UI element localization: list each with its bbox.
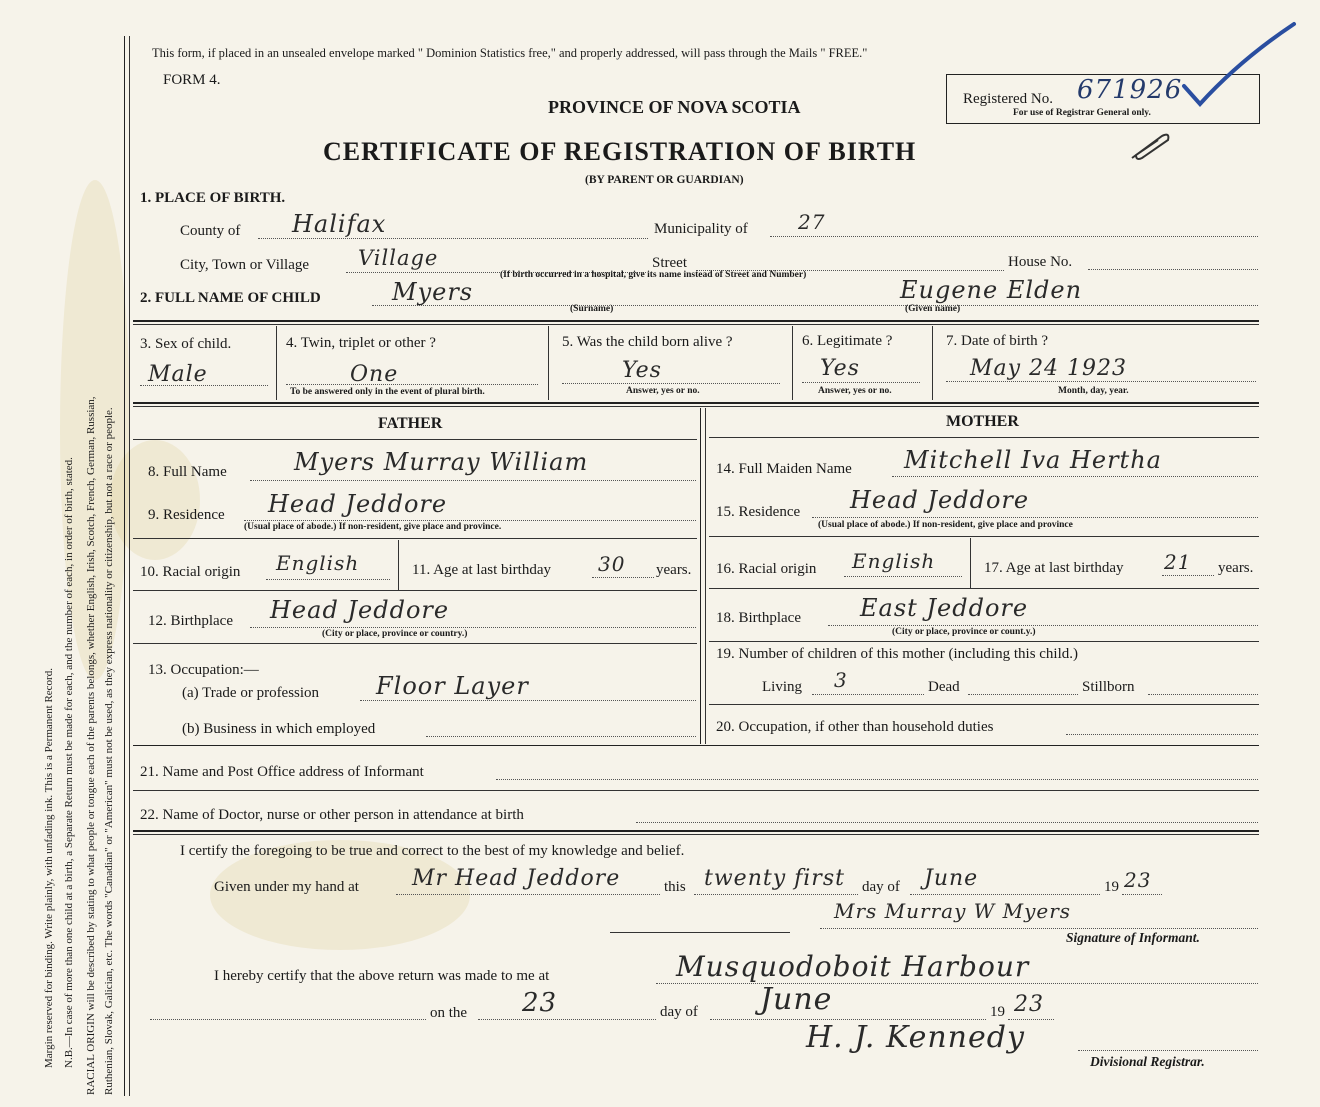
house-label: House No. (1008, 254, 1073, 270)
registered-number: 671926 (1077, 75, 1183, 105)
child-given-name: Eugene Elden (900, 276, 1083, 304)
rule (133, 834, 1259, 835)
street-label: Street (652, 255, 687, 271)
mother-age-line (1162, 575, 1214, 576)
dob-label: 7. Date of birth ? (946, 333, 1049, 349)
signature-line (610, 932, 790, 933)
rule (932, 326, 933, 400)
reg-year-prefix: 19 (990, 1004, 1005, 1020)
margin-note-racial-origin-cont: Ruthenian, Slovak, Galician, etc. The words "Canadian" or "American" must not be used, as they express nationality or citizenship, but not a race or people. (103, 407, 115, 1095)
father-trade-line (360, 700, 696, 701)
father-age-value: 30 (598, 552, 626, 576)
father-racial-line (266, 579, 390, 580)
this-label: this (664, 879, 686, 895)
page-title: CERTIFICATE OF REGISTRATION OF BIRTH (323, 137, 917, 166)
rule (792, 326, 793, 400)
alive-line (562, 383, 780, 384)
postal-note: This form, if placed in an unsealed envelope marked " Dominion Statistics free," and properly addressed, will pass through the Mails " FREE." (152, 46, 868, 60)
surname-caption: (Surname) (570, 304, 614, 314)
rule (133, 324, 1259, 325)
father-years: years. (656, 562, 692, 578)
form-number: FORM 4. (163, 72, 221, 88)
mother-age-label: 17. Age at last birthday (984, 560, 1124, 576)
legitimate-note: Answer, yes or no. (818, 386, 892, 396)
child-name-line (372, 305, 1258, 306)
sex-line (140, 385, 268, 386)
rule (700, 408, 701, 744)
father-age-label: 11. Age at last birthday (412, 562, 551, 578)
father-racial-value: English (276, 551, 360, 575)
paper-clip-icon (1128, 128, 1174, 164)
father-birthplace-note: (City or place, province or country.) (322, 629, 468, 639)
rule (133, 643, 697, 644)
margin-note-racial-origin: RACIAL ORIGIN will be described by stating to what people or tongue each of the parents belongs, whether English, Irish, Scotch, French, German, Russian, (85, 396, 97, 1095)
mother-birthplace-label: 18. Birthplace (716, 610, 801, 626)
municipality-label: Municipality of (654, 221, 748, 237)
doctor-label: 22. Name of Doctor, nurse or other person in attendance at birth (140, 807, 524, 823)
informant-label: 21. Name and Post Office address of Informant (140, 764, 424, 780)
father-heading: FATHER (378, 415, 443, 432)
registrar-use-note: For use of Registrar General only. (1013, 108, 1151, 118)
doctor-line (636, 822, 1258, 823)
child-name-label: 2. FULL NAME OF CHILD (140, 290, 321, 306)
dead-line (968, 694, 1078, 695)
alive-note: Answer, yes or no. (626, 386, 700, 396)
informant-line (496, 779, 1258, 780)
mother-residence-note: (Usual place of abode.) If non-resident, give place and province (818, 520, 1073, 530)
house-line (1088, 269, 1258, 270)
mother-age-value: 21 (1164, 550, 1192, 574)
rule (133, 439, 697, 440)
margin-note-binding: Margin reserved for binding. Write plainly, with unfading ink. This is a Permanent Record. (43, 668, 55, 1068)
mother-residence-label: 15. Residence (716, 504, 801, 520)
dead-label: Dead (928, 679, 960, 695)
dob-note: Month, day, year. (1058, 386, 1129, 396)
rule (133, 830, 1259, 832)
municipality-line (770, 236, 1258, 237)
year-line (1122, 894, 1162, 895)
mother-occupation-label: 20. Occupation, if other than household duties (716, 719, 994, 735)
informant-signature-caption: Signature of Informant. (1066, 930, 1200, 945)
hospital-note: (If birth occurred in a hospital, give its name instead of Street and Number) (500, 270, 807, 280)
living-value: 3 (834, 668, 848, 692)
father-birthplace-label: 12. Birthplace (148, 613, 233, 629)
given-caption: (Given name) (905, 304, 961, 314)
mother-racial-value: English (852, 549, 936, 573)
father-age-line (592, 577, 654, 578)
reg-day-value: 23 (522, 988, 558, 1018)
rule (970, 538, 971, 588)
check-mark-icon (1180, 20, 1300, 110)
day-line (694, 894, 858, 895)
mother-occupation-line (1066, 734, 1258, 735)
mother-heading: MOTHER (946, 413, 1019, 430)
mother-name-value: Mitchell Iva Hertha (904, 446, 1162, 474)
father-trade-value: Floor Layer (376, 672, 529, 700)
alive-label: 5. Was the child born alive ? (562, 334, 733, 350)
rule (133, 745, 1259, 746)
mother-birthplace-note: (City or place, province or count.y.) (892, 627, 1036, 637)
year-prefix: 19 (1104, 879, 1119, 895)
twin-line (286, 384, 538, 385)
binding-rule (129, 36, 130, 1096)
place-of-birth-heading: 1. PLACE OF BIRTH. (140, 190, 286, 206)
father-residence-label: 9. Residence (148, 507, 225, 523)
reg-year-value: 23 (1014, 992, 1044, 1017)
given-place-value: Mr Head Jeddore (412, 866, 621, 891)
municipality-value: 27 (798, 210, 826, 234)
binding-rule (124, 36, 125, 1096)
day-of-label: day of (862, 879, 900, 895)
child-surname: Myers (392, 278, 474, 306)
father-birthplace-line (250, 627, 696, 628)
mother-children-label: 19. Number of children of this mother (including this child.) (716, 646, 1079, 662)
father-birthplace-value: Head Jeddore (270, 596, 450, 624)
rule (133, 538, 697, 539)
mother-racial-label: 16. Racial origin (716, 561, 817, 577)
father-racial-label: 10. Racial origin (140, 564, 241, 580)
mother-birthplace-value: East Jeddore (860, 594, 1029, 622)
page-subtitle: (BY PARENT OR GUARDIAN) (585, 174, 744, 186)
dob-value: May 24 1923 (970, 356, 1128, 381)
reg-month-value: June (760, 982, 833, 1017)
given-place-line (396, 894, 660, 895)
mother-residence-value: Head Jeddore (850, 486, 1030, 514)
reg-day-line (478, 1019, 656, 1020)
father-residence-note: (Usual place of abode.) If non-resident, give place and province. (244, 522, 502, 532)
father-name-label: 8. Full Name (148, 464, 227, 480)
alive-value: Yes (622, 358, 662, 383)
dob-line (946, 381, 1256, 382)
stillborn-label: Stillborn (1082, 679, 1135, 695)
father-trade-label: (a) Trade or profession (182, 685, 320, 701)
rule (276, 326, 277, 400)
sex-label: 3. Sex of child. (140, 336, 232, 352)
living-label: Living (762, 679, 802, 695)
rule (398, 540, 399, 590)
informant-signature: Mrs Murray W Myers (834, 899, 1072, 923)
month-line (910, 894, 1100, 895)
rule (705, 408, 706, 744)
sex-value: Male (148, 362, 208, 387)
county-line (258, 238, 648, 239)
rule (133, 320, 1259, 322)
twin-note: To be answered only in the event of plural birth. (290, 387, 485, 397)
city-label: City, Town or Village (180, 257, 310, 273)
registrar-signature: H. J. Kennedy (806, 1020, 1025, 1055)
rule (709, 437, 1259, 438)
rule (709, 704, 1259, 705)
mother-years: years. (1218, 560, 1254, 576)
mother-name-line (892, 476, 1258, 477)
year-value: 23 (1124, 868, 1152, 892)
registrar-signature-line (1078, 1050, 1258, 1051)
legitimate-label: 6. Legitimate ? (802, 333, 893, 349)
stillborn-line (1148, 694, 1258, 695)
month-value: June (924, 866, 979, 891)
father-occupation-label: 13. Occupation:— (148, 662, 259, 678)
rule (709, 536, 1259, 537)
father-name-line (250, 480, 696, 481)
given-under-label: Given under my hand at (214, 879, 359, 895)
on-the-line-left (150, 1019, 426, 1020)
legitimate-line (802, 382, 920, 383)
registered-label: Registered No. (963, 91, 1053, 107)
mother-racial-line (844, 576, 962, 577)
mother-residence-line (812, 517, 1258, 518)
city-value: Village (358, 246, 439, 270)
registrar-statement: I hereby certify that the above return was made to me at (214, 968, 550, 984)
mother-birthplace-line (828, 625, 1258, 626)
reg-day-of-label: day of (660, 1004, 698, 1020)
province: PROVINCE OF NOVA SCOTIA (548, 97, 801, 117)
rule (709, 588, 1259, 589)
father-business-label: (b) Business in which employed (182, 721, 376, 737)
father-name-value: Myers Murray William (294, 448, 589, 476)
county-label: County of (180, 223, 241, 239)
registrar-place-line (656, 983, 1258, 984)
father-residence-line (244, 520, 696, 521)
registrar-place-value: Musquodoboit Harbour (676, 950, 1030, 983)
day-value: twenty first (704, 866, 845, 891)
certify-statement: I certify the foregoing to be true and correct to the best of my knowledge and belief. (180, 843, 685, 859)
rule (709, 641, 1259, 642)
rule (133, 590, 697, 591)
rule (548, 326, 549, 400)
rule (133, 790, 1259, 791)
rule (133, 402, 1259, 404)
signature-line (820, 928, 1258, 929)
rule (133, 406, 1259, 407)
living-line (812, 694, 924, 695)
twin-value: One (350, 362, 399, 387)
on-the-label: on the (430, 1005, 468, 1021)
registrar-caption: Divisional Registrar. (1090, 1054, 1205, 1069)
father-business-line (426, 736, 696, 737)
mother-name-label: 14. Full Maiden Name (716, 461, 852, 477)
county-value: Halifax (292, 210, 387, 238)
father-residence-value: Head Jeddore (268, 490, 448, 518)
margin-note-multiple-births: N.B.—In case of more than one child at a birth, a Separate Return must be made for each, and the number of each, in order of birth, stated. (63, 457, 75, 1068)
twin-label: 4. Twin, triplet or other ? (286, 335, 436, 351)
legitimate-value: Yes (820, 356, 860, 381)
